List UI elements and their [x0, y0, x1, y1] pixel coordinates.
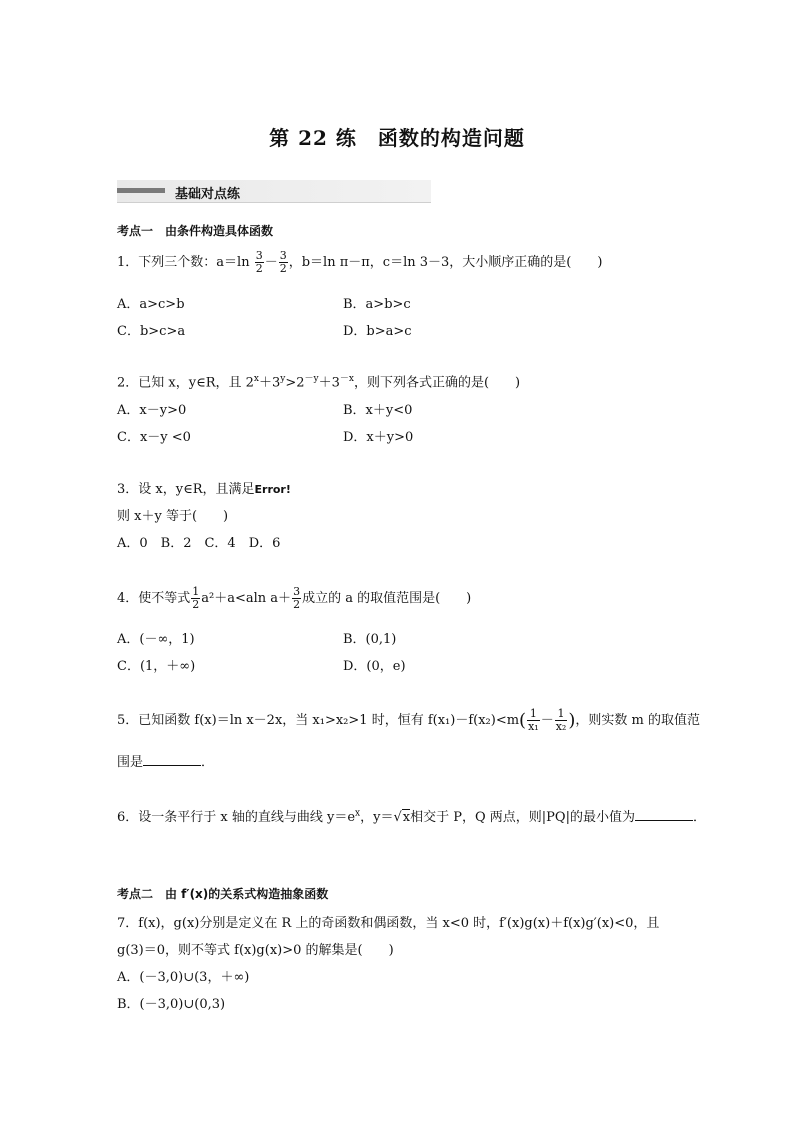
q2-mid-1: ＋3	[258, 375, 281, 391]
q1-frac2-den: 2	[279, 262, 287, 275]
q1-prefix: 1．下列三个数：	[117, 255, 217, 270]
q5-frac2-num: 1	[555, 708, 568, 721]
question-6-stem	[117, 806, 706, 825]
q5-pre: 5．已知函数 f(x)＝ln x－2x，当 x₁>x₂>1 时，恒有 f(x₁)－f(x₂)<m	[117, 713, 520, 728]
q6-pre: 6．设一条平行于 x 轴的直线与曲线 y＝e	[117, 810, 356, 825]
q2-stem-a: 2．已知 x，y∈R，且 2	[117, 375, 254, 391]
q1-option-d[interactable]: D．b>a>c	[343, 324, 412, 339]
section-stripe	[117, 188, 165, 193]
q1-option-c[interactable]: C．b>c>a	[117, 324, 186, 339]
q4-frac2-num: 3	[293, 585, 301, 598]
q6-answer-blank[interactable]	[635, 808, 693, 821]
q4-frac1-den: 2	[192, 598, 200, 611]
section-header	[117, 180, 431, 203]
q7-option-a[interactable]: A．(－3,0)∪(3，＋∞)	[117, 970, 250, 985]
q2-option-c[interactable]: C．x－y <0	[117, 430, 191, 445]
q5-answer-blank[interactable]	[143, 753, 201, 766]
q5-minus: －	[540, 713, 554, 728]
q6-sqrt-body: x	[402, 810, 411, 825]
q6-sup: x	[355, 808, 361, 819]
q4-option-b[interactable]: B．(0,1)	[343, 632, 397, 647]
q4-fraction-1	[191, 586, 200, 611]
question-7-line-1: 7．f(x)，g(x)分别是定义在 R 上的奇函数和偶函数，当 x<0 时，f′(x)g(x)＋f(x)g′(x)<0，且	[117, 916, 660, 931]
page-title: 第 22 练 函数的构造问题	[269, 126, 525, 150]
q6-end: ．	[692, 810, 706, 825]
q2-sup-4: －x	[339, 374, 354, 384]
question-2-stem	[117, 371, 520, 390]
q7-option-b[interactable]: B．(－3,0)∪(0,3)	[117, 997, 226, 1012]
section-title: 基础对点练	[175, 187, 241, 202]
q2-sup-1: x	[253, 374, 259, 384]
q4-fraction-2	[292, 586, 301, 611]
q2-mid-2: >2	[285, 375, 305, 391]
q1-frac1-num: 3	[255, 249, 263, 262]
q2-tail: ，则下列各式正确的是( )	[353, 375, 521, 391]
q2-option-a[interactable]: A．x－y>0	[117, 403, 187, 418]
q5-fraction-1	[527, 708, 540, 733]
q3-options[interactable]: A．0 B．2 C．4 D．6	[117, 536, 281, 551]
question-7-line-2: g(3)＝0，则不等式 f(x)g(x)>0 的解集是( )	[117, 943, 394, 958]
q4-option-c[interactable]: C．(1，＋∞)	[117, 659, 196, 674]
q4-tail: 成立的 a 的取值范围是( )	[302, 591, 472, 606]
q1-option-b[interactable]: B．a>b>c	[343, 297, 411, 312]
q6-mid: ，y＝	[360, 810, 394, 825]
q2-sup-2: y	[280, 374, 286, 384]
knowledge-point-1: 考点一 由条件构造具体函数	[117, 224, 274, 238]
question-1-stem	[117, 250, 602, 275]
q1-frac2-num: 3	[279, 249, 287, 262]
q2-sup-3: －y	[304, 374, 319, 384]
q5-paren-close: )	[568, 709, 576, 731]
q4-frac1-num: 1	[192, 585, 200, 598]
q1-option-a[interactable]: A．a>c>b	[117, 297, 185, 312]
q4-option-a[interactable]: A．(－∞，1)	[117, 632, 195, 647]
q1-fraction-1	[255, 250, 264, 275]
knowledge-point-2: 考点二 由 f′(x)的关系式构造抽象函数	[117, 887, 329, 901]
q1-minus: －	[264, 255, 278, 270]
question-3-stem	[117, 478, 291, 497]
question-5-stem	[117, 708, 700, 733]
q5-frac2-den: x₂	[555, 720, 567, 733]
q5-frac1-den: x₁	[528, 720, 539, 733]
q3-error-text: Error!	[254, 483, 291, 496]
q5-paren-open: (	[519, 709, 527, 731]
q5-line-2	[117, 751, 214, 770]
q6-tail: 相交于 P，Q 两点，则|PQ|的最小值为	[410, 810, 635, 825]
q3-stem: 3．设 x，y∈R，且满足	[117, 482, 255, 497]
q1-fraction-2	[279, 250, 288, 275]
question-4-stem	[117, 586, 471, 611]
q1-tail: ，b＝ln π－π，c＝ln 3－3，大小顺序正确的是( )	[288, 255, 603, 270]
q6-sqrt-sign: √	[393, 810, 402, 825]
q5-end: ．	[201, 755, 215, 770]
q5-line2-text: 围是	[117, 755, 144, 770]
q4-frac2-den: 2	[293, 598, 301, 611]
q2-option-b[interactable]: B．x＋y<0	[343, 403, 413, 418]
q2-option-d[interactable]: D．x＋y>0	[343, 430, 414, 445]
q1-a-eq: a＝ln	[216, 255, 254, 270]
q5-tail: ，则实数 m 的取值范	[575, 713, 700, 728]
q2-mid-3: ＋3	[318, 375, 340, 391]
q5-frac1-num: 1	[527, 708, 540, 721]
q5-fraction-2	[555, 708, 568, 733]
q3-line-2: 则 x＋y 等于( )	[117, 509, 229, 524]
q4-option-d[interactable]: D．(0，e)	[343, 659, 406, 674]
q4-pre: 4．使不等式	[117, 591, 191, 606]
q4-mid: a²＋a<aln a＋	[201, 591, 292, 606]
q1-frac1-den: 2	[255, 262, 263, 275]
